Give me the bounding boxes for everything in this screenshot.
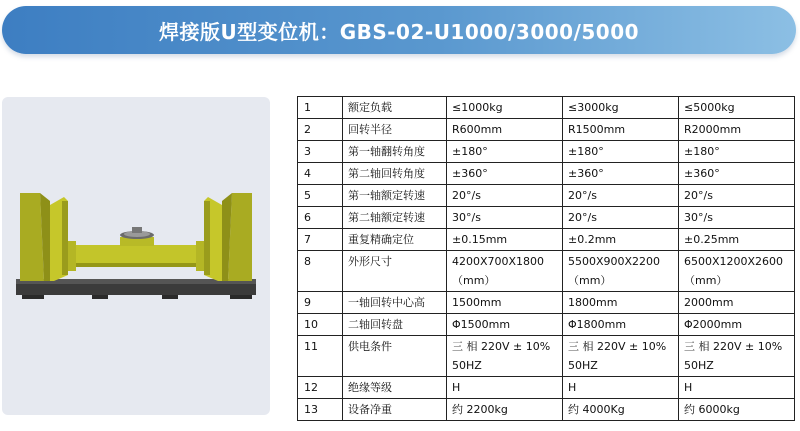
page-title: 焊接版U型变位机：GBS-02-U1000/3000/5000 — [158, 19, 640, 44]
machine-base — [16, 283, 256, 295]
spec-name: 回转半径 — [343, 119, 447, 141]
spec-name: 第二轴额定转速 — [343, 207, 447, 229]
spec-name: 第一轴额定转速 — [343, 185, 447, 207]
spec-value-model-5000: ≤5000kg — [679, 97, 795, 119]
spec-value-model-1000: ±0.15mm — [447, 229, 563, 251]
table-row — [298, 163, 795, 185]
spec-value-model-3000: ≤3000kg — [563, 97, 679, 119]
spec-value-model-5000: 30°/s — [679, 207, 795, 229]
spec-value-model-3000: Φ1800mm — [563, 314, 679, 336]
spec-name: 额定负载 — [343, 97, 447, 119]
table-row — [298, 377, 795, 399]
spec-name: 绝缘等级 — [343, 377, 447, 399]
row-number: 7 — [298, 229, 343, 251]
row-number: 8 — [298, 251, 343, 292]
spec-name: 重复精确定位 — [343, 229, 447, 251]
spec-value-model-1000: ≤1000kg — [447, 97, 563, 119]
left-headstock — [20, 193, 44, 281]
spec-value-model-3000: 约 4000Kg — [563, 399, 679, 421]
spec-value-model-1000: 4200X700X1800（mm） — [447, 251, 563, 292]
spec-value-model-3000: 三 相 220V ± 10% 50HZ — [563, 336, 679, 377]
spec-value-model-3000: ±180° — [563, 141, 679, 163]
spec-value-model-5000: Φ2000mm — [679, 314, 795, 336]
row-number: 2 — [298, 119, 343, 141]
spec-value-model-5000: ±0.25mm — [679, 229, 795, 251]
table-row — [298, 207, 795, 229]
table-row — [298, 97, 795, 119]
spec-name: 二轴回转盘 — [343, 314, 447, 336]
spec-value-model-3000: H — [563, 377, 679, 399]
spec-value-model-3000: ±360° — [563, 163, 679, 185]
spec-name: 一轴回转中心高 — [343, 292, 447, 314]
spec-value-model-3000: 5500X900X2200（mm） — [563, 251, 679, 292]
spec-value-model-3000: R1500mm — [563, 119, 679, 141]
spec-value-model-3000: 20°/s — [563, 207, 679, 229]
spec-value-model-1000: ±360° — [447, 163, 563, 185]
table-row — [298, 292, 795, 314]
row-number: 10 — [298, 314, 343, 336]
spec-value-model-1000: 20°/s — [447, 185, 563, 207]
table-row — [298, 251, 795, 292]
spec-value-model-5000: ±360° — [679, 163, 795, 185]
spec-value-model-5000: 20°/s — [679, 185, 795, 207]
table-row — [298, 119, 795, 141]
table-row — [298, 314, 795, 336]
row-number: 5 — [298, 185, 343, 207]
row-number: 1 — [298, 97, 343, 119]
spec-value-model-3000: 1800mm — [563, 292, 679, 314]
spec-value-model-5000: 约 6000kg — [679, 399, 795, 421]
right-headstock — [228, 193, 252, 281]
row-number: 12 — [298, 377, 343, 399]
spec-name: 外形尺寸 — [343, 251, 447, 292]
row-number: 4 — [298, 163, 343, 185]
table-row — [298, 229, 795, 251]
row-number: 13 — [298, 399, 343, 421]
spec-value-model-5000: 2000mm — [679, 292, 795, 314]
table-row — [298, 399, 795, 421]
spec-value-model-1000: R600mm — [447, 119, 563, 141]
spec-value-model-5000: H — [679, 377, 795, 399]
spec-name: 第一轴翻转角度 — [343, 141, 447, 163]
spec-name: 第二轴回转角度 — [343, 163, 447, 185]
row-number: 3 — [298, 141, 343, 163]
spec-value-model-3000: 20°/s — [563, 185, 679, 207]
table-row — [298, 141, 795, 163]
spec-value-model-5000: 三 相 220V ± 10% 50HZ — [679, 336, 795, 377]
title-banner — [2, 6, 796, 54]
spec-table — [297, 96, 795, 421]
row-number: 9 — [298, 292, 343, 314]
product-photo — [2, 97, 270, 415]
spec-value-model-1000: H — [447, 377, 563, 399]
spec-value-model-3000: ±0.2mm — [563, 229, 679, 251]
spec-value-model-5000: ±180° — [679, 141, 795, 163]
table-row — [298, 185, 795, 207]
spec-value-model-1000: 约 2200kg — [447, 399, 563, 421]
spec-value-model-5000: R2000mm — [679, 119, 795, 141]
spec-value-model-5000: 6500X1200X2600（mm） — [679, 251, 795, 292]
positioner-machine-illustration — [2, 97, 270, 415]
spec-value-model-1000: 1500mm — [447, 292, 563, 314]
spec-value-model-1000: 三 相 220V ± 10% 50HZ — [447, 336, 563, 377]
row-number: 11 — [298, 336, 343, 377]
row-number: 6 — [298, 207, 343, 229]
spec-name: 供电条件 — [343, 336, 447, 377]
spec-value-model-1000: ±180° — [447, 141, 563, 163]
spec-value-model-1000: Φ1500mm — [447, 314, 563, 336]
spec-name: 设备净重 — [343, 399, 447, 421]
table-row — [298, 336, 795, 377]
spec-value-model-1000: 30°/s — [447, 207, 563, 229]
